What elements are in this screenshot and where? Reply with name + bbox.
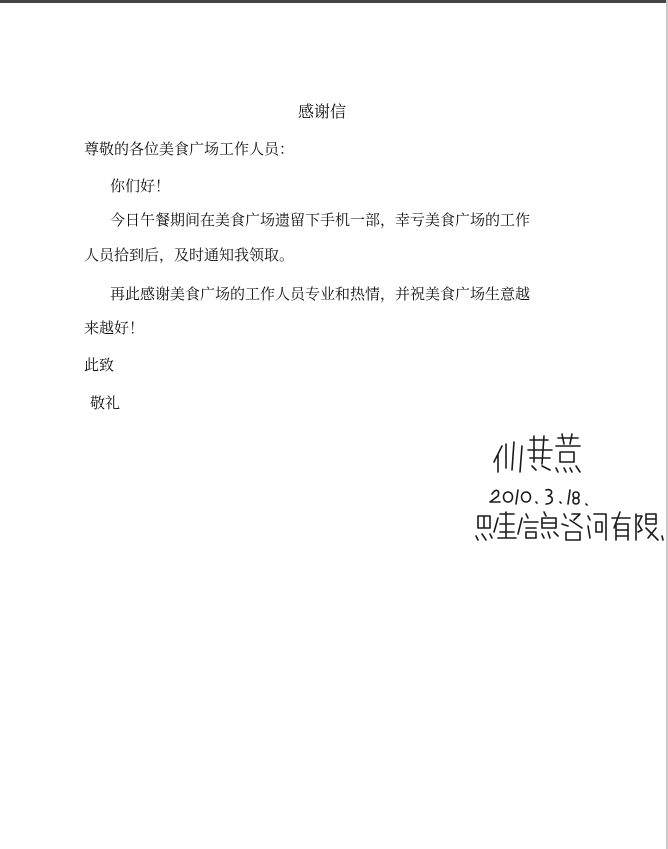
- top-border: [0, 0, 668, 3]
- closing-jingli: 敬礼: [90, 394, 121, 412]
- body-paragraph-1-line-1: 今日午餐期间在美食广场遗留下手机一部，幸亏美食广场的工作: [110, 211, 531, 229]
- body-paragraph-2-line-1: 再此感谢美食广场的工作人员专业和热情，并祝美食广场生意越: [110, 285, 531, 303]
- salutation: 尊敬的各位美食广场工作人员：: [84, 140, 295, 158]
- greeting: 你们好！: [110, 177, 171, 195]
- signature-drawing: [470, 428, 665, 548]
- body-paragraph-1-line-2: 人员拾到后，及时通知我领取。: [84, 246, 295, 264]
- body-paragraph-2-line-2: 来越好！: [84, 319, 145, 337]
- letter-title: 感谢信: [298, 102, 347, 121]
- closing-cizhi: 此致: [84, 356, 115, 374]
- handwritten-signature: [470, 428, 665, 548]
